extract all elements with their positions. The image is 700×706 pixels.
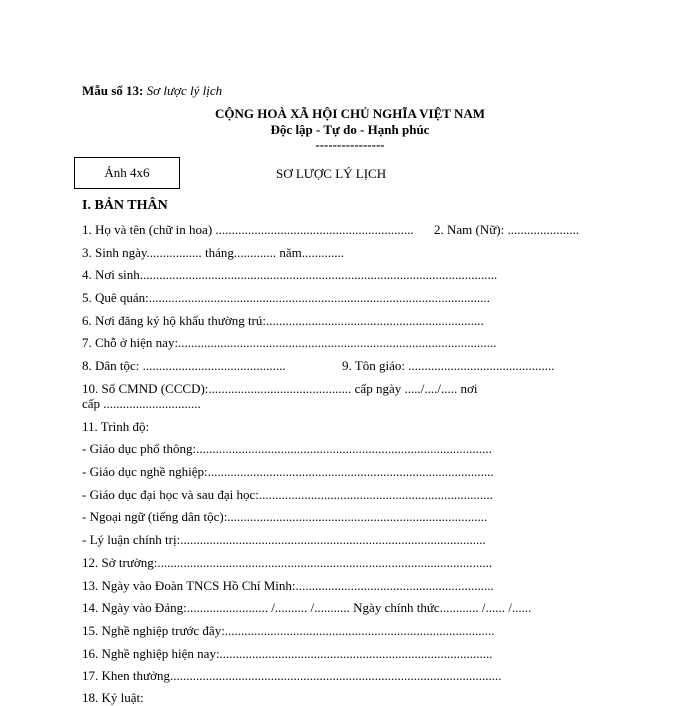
form-label <box>82 83 222 99</box>
field-education-heading: 11. Trình độ: <box>82 419 150 434</box>
photo-box <box>74 157 180 189</box>
country-name: CỘNG HOÀ XÃ HỘI CHỦ NGHĨA VIỆT NAM <box>214 106 486 121</box>
document-title: SƠ LƯỢC LÝ LỊCH <box>276 166 387 181</box>
header-divider: ---------------- <box>315 137 385 152</box>
photo-box-label: Ảnh 4x6 <box>104 165 150 180</box>
motto: Độc lập - Tự do - Hạnh phúc <box>270 122 430 137</box>
field-strengths: 12. Sở trường:....................................................................................................... <box>82 555 493 570</box>
field-discipline: 18. Kỷ luật: <box>82 690 144 705</box>
section-heading-ban-than: I. BẢN THÂN <box>82 198 168 213</box>
field-general-education: - Giáo dục phổ thông:........................................................................................... <box>82 441 492 456</box>
field-previous-occupation: 15. Nghề nghiệp trước đây:................................................................................... <box>82 623 495 638</box>
field-religion: 9. Tôn giáo: ............................................. <box>342 358 555 373</box>
field-awards: 17. Khen thưởng...................................................................................................... <box>82 668 502 683</box>
field-birth-place: 4. Nơi sinh.............................................................................................................. <box>82 267 498 282</box>
field-permanent-address: 6. Nơi đăng ký hộ khẩu thường trú:................................................................... <box>82 313 484 328</box>
field-vocational-education: - Giáo dục nghề nghiệp:........................................................................................ <box>82 464 494 479</box>
form-number: Mẫu số 13: <box>82 83 144 98</box>
field-political-theory: - Lý luận chính trị:.............................................................................................. <box>82 532 486 547</box>
field-gender: 2. Nam (Nữ): ...................... <box>434 222 579 237</box>
field-current-occupation: 16. Nghề nghiệp hiện nay:.................................................................................... <box>82 646 493 661</box>
field-current-address: 7. Chỗ ở hiện nay:.................................................................................................. <box>82 335 497 350</box>
field-ethnicity: 8. Dân tộc: ............................................ <box>82 358 286 373</box>
field-foreign-language: - Ngoại ngữ (tiếng dân tộc):................................................................................ <box>82 509 488 524</box>
field-hometown: 5. Quê quán:......................................................................................................... <box>82 290 491 305</box>
field-youth-union-date: 13. Ngày vào Đoàn TNCS Hồ Chí Minh:............................................................. <box>82 578 494 593</box>
form-name: Sơ lược lý lịch <box>146 83 223 98</box>
field-full-name: 1. Họ và tên (chữ in hoa) ............................................................. <box>82 222 414 237</box>
field-party-date: 14. Ngày vào Đảng:......................... /.......... /........... Ngày chính thức............ /...... /...... <box>82 600 532 615</box>
field-birth-date: 3. Sinh ngày................. tháng............. năm............. <box>82 245 345 260</box>
field-id-number: 10. Số CMND (CCCD):............................................ cấp ngày ...../..../..... nơi <box>82 381 478 396</box>
field-higher-education: - Giáo dục đại học và sau đại học:........................................................................ <box>82 487 493 502</box>
field-id-issue-place: cấp .............................. <box>82 396 201 411</box>
